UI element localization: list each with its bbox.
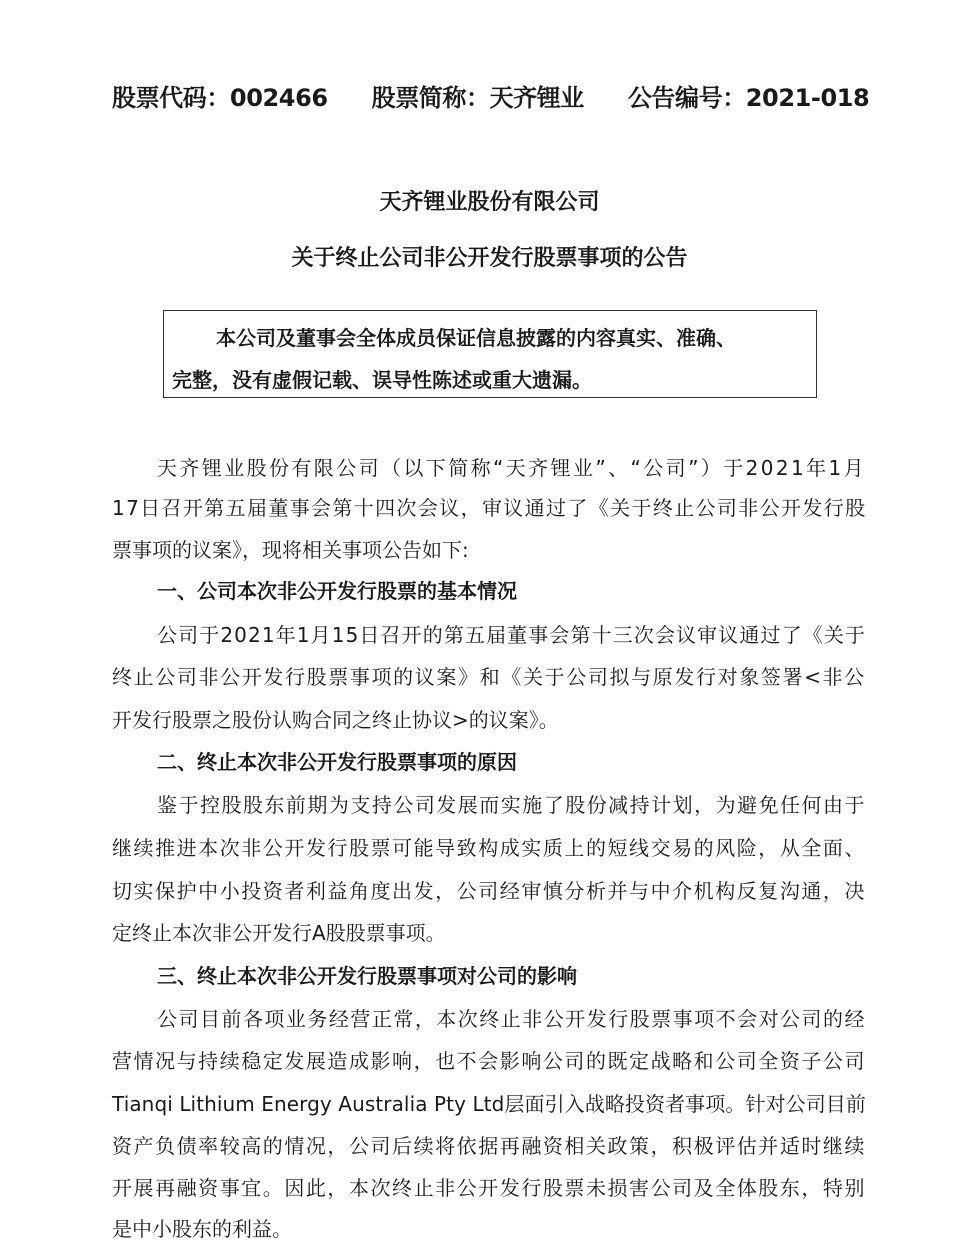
stock-code: 股票代码：002466 xyxy=(112,84,328,112)
company-name-title: 天齐锂业股份有限公司 xyxy=(379,190,600,215)
section-line: 继续推进本次非公开发行股票可能导致构成实质上的短线交易的风险，从全面、 xyxy=(112,836,866,860)
announcement-header xyxy=(112,78,869,113)
section-line: 营情况与持续稳定发展造成影响，也不会影响公司的既定战略和公司全资子公司 xyxy=(112,1049,866,1073)
section-line: 公司目前各项业务经营正常，本次终止非公开发行股票事项不会对公司的经 xyxy=(157,1007,866,1031)
section-line: 是中小股东的利益。 xyxy=(112,1217,292,1241)
section-heading: 二、终止本次非公开发行股票事项的原因 xyxy=(157,750,517,774)
intro-line: 票事项的议案》，现将相关事项公告如下: xyxy=(112,538,469,562)
section-line: 资产负债率较高的情况，公司后续将依据再融资相关政策，积极评估并适时继续 xyxy=(112,1134,866,1158)
disclaimer-line: 完整，没有虚假记载、误导性陈述或重大遗漏。 xyxy=(172,368,592,392)
disclaimer-box xyxy=(163,310,817,398)
section-line: Tianqi Lithium Energy Australia Pty Ltd层面引入战略投资者事项。针对公司目前 xyxy=(112,1092,866,1116)
stock-abbreviation: 股票简称：天齐锂业 xyxy=(371,84,584,112)
section-line: 开发行股票之股份认购合同之终止协议>的议案》。 xyxy=(112,708,559,732)
section-line: 终止公司非公开发行股票事项的议案》和《关于公司拟与原发行对象签署<非公 xyxy=(112,665,866,689)
intro-line: 天齐锂业股份有限公司（以下简称“天齐锂业”、“公司”）于2021年1月 xyxy=(157,456,867,480)
section-heading: 一、公司本次非公开发行股票的基本情况 xyxy=(157,579,517,603)
disclaimer-line: 本公司及董事会全体成员保证信息披露的内容真实、准确、 xyxy=(216,326,736,350)
section-line: 鉴于控股股东前期为支持公司发展而实施了股份减持计划，为避免任何由于 xyxy=(157,793,866,817)
section-line: 公司于2021年1月15日召开的第五届董事会第十三次会议审议通过了《关于 xyxy=(157,623,867,647)
announcement-number: 公告编号：2021-018 xyxy=(627,84,870,112)
section-line: 定终止本次非公开发行A股股票事项。 xyxy=(112,921,446,945)
section-line: 开展再融资事宜。因此，本次终止非公开发行股票未损害公司及全体股东，特别 xyxy=(112,1176,866,1200)
intro-line: 17日召开第五届董事会第十四次会议，审议通过了《关于终止公司非公开发行股 xyxy=(112,496,867,520)
announcement-subject-title: 关于终止公司非公开发行股票事项的公告 xyxy=(291,246,688,271)
section-heading: 三、终止本次非公开发行股票事项对公司的影响 xyxy=(157,964,577,988)
section-line: 切实保护中小投资者利益角度出发，公司经审慎分析并与中介机构反复沟通，决 xyxy=(112,879,866,903)
